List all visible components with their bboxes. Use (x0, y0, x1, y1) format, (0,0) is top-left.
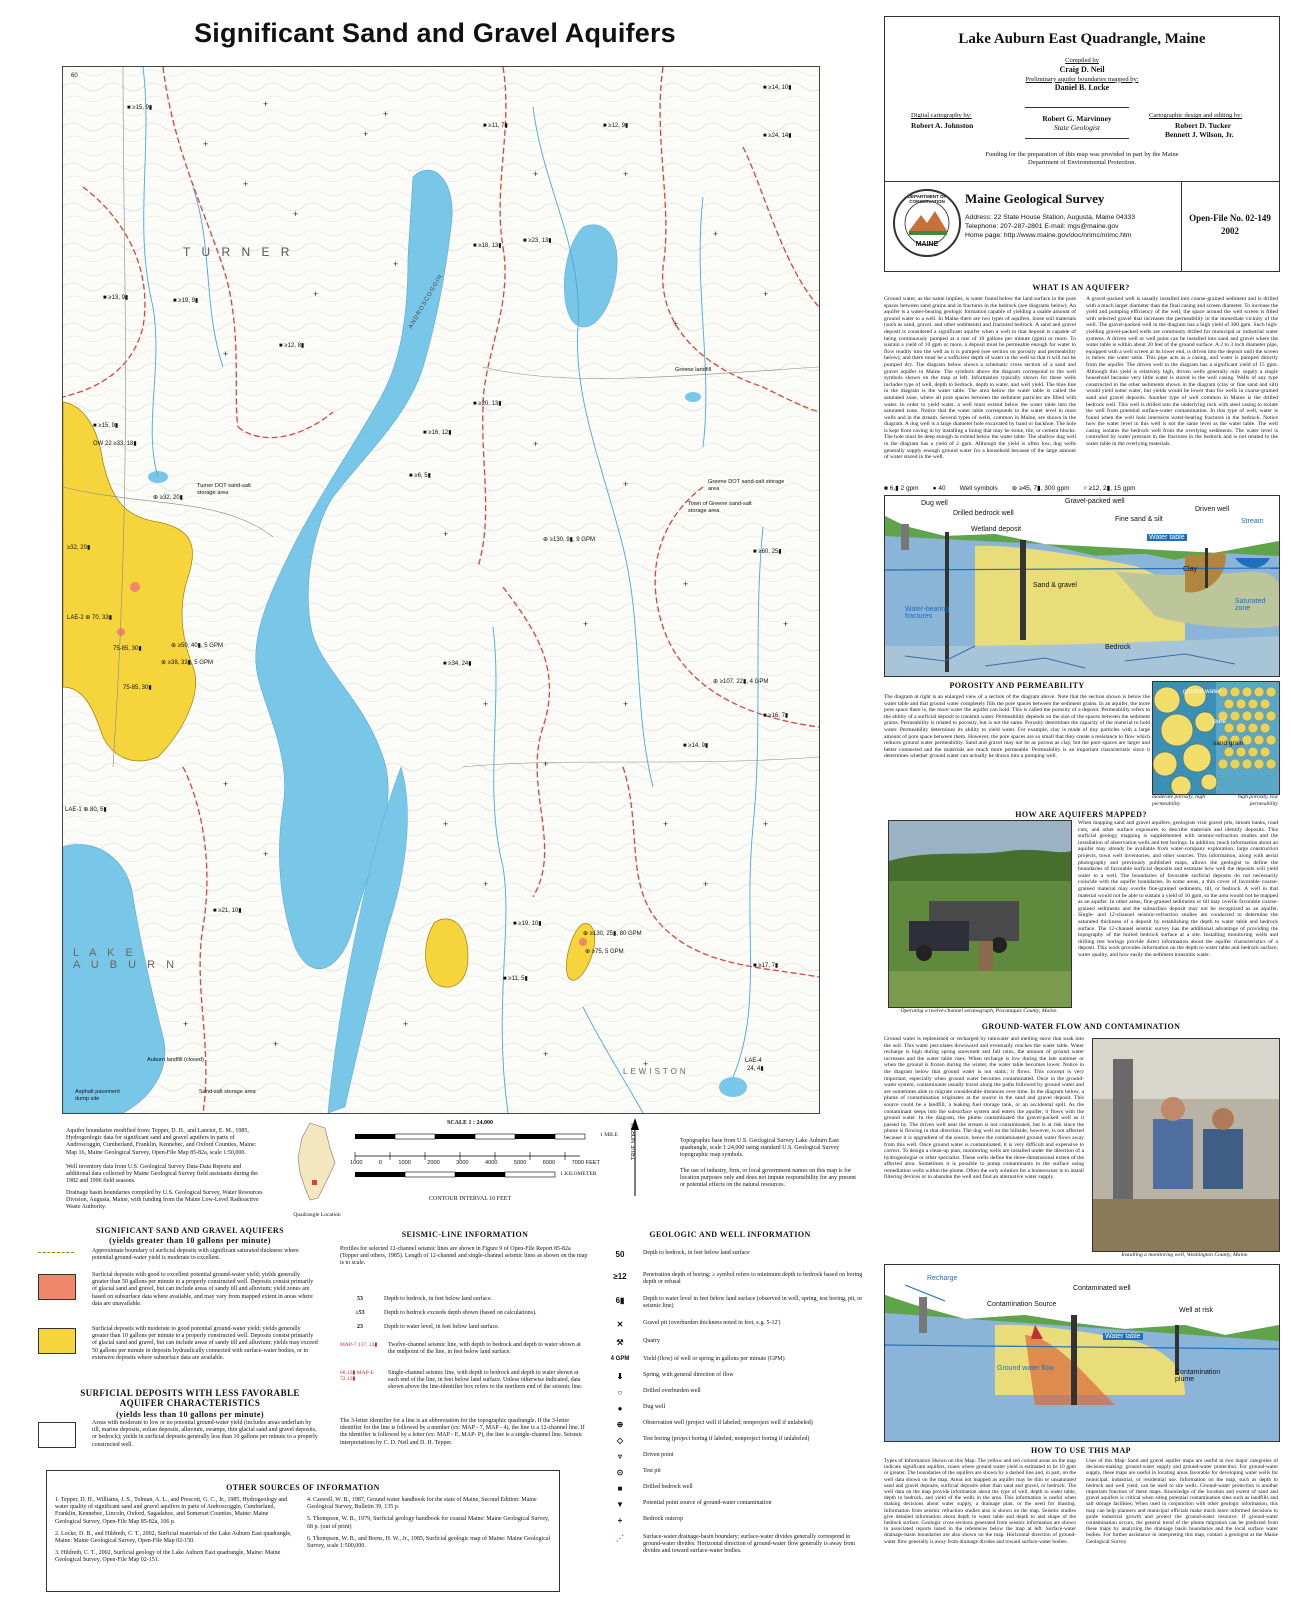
geo-symbol: ● (617, 1404, 623, 1413)
map-label-landfill: Greene landfill (675, 367, 712, 373)
diagram-label: Stream (1241, 518, 1264, 525)
svg-text:+: + (483, 879, 489, 889)
svg-text:75-85, 30▮: 75-85, 30▮ (123, 685, 152, 691)
svg-text:■ ≥60, 25▮: ■ ≥60, 25▮ (753, 549, 782, 555)
legend-swatch-white (38, 1422, 76, 1448)
map-label-sandsalt: Sand-salt storage area (199, 1089, 256, 1095)
svg-text:+: + (713, 229, 719, 239)
geo-symbol: ■ (617, 1484, 623, 1493)
diagram-label: Driven well (1195, 506, 1230, 513)
svg-text:+: + (683, 579, 689, 589)
legend-heading-1-sub: (yields greater than 10 gallons per minute) (109, 1236, 271, 1245)
geo-symbol: ▼ (616, 1500, 624, 1509)
aquifer-heading: WHAT IS AN AQUIFER? (1032, 283, 1130, 292)
diagram2-label: Recharge (927, 1275, 958, 1282)
map-label-town: Town of Greene sand-salt storage area (688, 501, 752, 514)
aquifer-map[interactable] (62, 66, 820, 1114)
well-symbol-item: ● 40 (932, 484, 946, 492)
reference-item: 5. Thompson, W. B., 1979, Surficial geology handbook for coastal Maine: Maine Geological Survey, 68 p. (out of print) (307, 1516, 550, 1530)
prelim-label: Preliminary aquifer boundaries mapped by: (1025, 75, 1139, 83)
svg-text:■ ≥12, 9▮: ■ ≥12, 9▮ (603, 123, 629, 129)
svg-text:■ ≥15, 9▮: ■ ≥15, 9▮ (127, 105, 153, 111)
svg-text:⊕ ≥32, 20▮: ⊕ ≥32, 20▮ (153, 495, 183, 501)
map-label-dot: Greene DOT sand-salt storage area (708, 479, 785, 492)
references-heading: OTHER SOURCES OF INFORMATION (226, 1483, 380, 1492)
small-pond (719, 1077, 747, 1097)
geo-text: Observation well (project well if labeled; nonproject well if unlabeled) (643, 1420, 813, 1426)
porosity-caption-left: moderate porosity, high permeability (1152, 794, 1206, 807)
diagram2-label: Contaminated well (1073, 1285, 1131, 1292)
legend-swatch-orange (38, 1274, 76, 1300)
survey-telephone: Telephone: 207-287-2801 E-mail: mgs@maine.gov (965, 223, 1119, 230)
geo-text: Test pit (643, 1468, 661, 1474)
geo-text: Potential point source of ground-water contamination (643, 1500, 772, 1506)
geo-text: Depth to bedrock, in feet below land surface (643, 1250, 750, 1256)
svg-text:LAE-4: LAE-4 (745, 1058, 762, 1064)
svg-text:⊕ ≥130, 9▮, 9 GPM: ⊕ ≥130, 9▮, 9 GPM (543, 537, 595, 543)
maine-seal-logo (893, 189, 961, 257)
svg-text:+: + (543, 759, 549, 769)
contour-interval: CONTOUR INTERVAL 10 FEET (428, 1196, 512, 1202)
geo-text: Gravel pit (overburden thickness noted in feet, e.g. 5-12') (643, 1320, 781, 1326)
svg-text:⊕ ≥75, 5 GPM: ⊕ ≥75, 5 GPM (585, 949, 624, 955)
legend-boundary-text: Approximate boundary of surficial deposits with significant saturated thickness where potential ground-water yield is moderate to excellent. (92, 1248, 299, 1262)
geo-symbol: ○ (617, 1388, 623, 1397)
feet-tick: 6000 (542, 1160, 556, 1166)
geo-symbol: ⬇ (616, 1372, 624, 1381)
svg-text:+: + (223, 779, 229, 789)
svg-text:+: + (783, 619, 789, 629)
geo-symbol: ◇ (616, 1436, 624, 1445)
design-name-2: Bennett J. Wilson, Jr. (1165, 130, 1234, 139)
seismic-footnote: The 3-letter identifier for a line is an abbreviation for the topographic quadrangle. If the 3-letter identifier for the line is followed by a number (ex: MAP - 7, MAP - 4), the line is a 12-channel line. If the identifier is followed by a letter (ex: MAP - E, MAP- P), the line is a single-channel line. Seismic interpretations by C. D. Neil and D. H. Tepper. (340, 1418, 585, 1446)
diagram2-label: Water table (1105, 1333, 1141, 1340)
svg-text:+: + (543, 1049, 549, 1059)
funding-note: Funding for the preparation of this map was provided in part by the Maine Department of Environmental Protection. (985, 151, 1179, 166)
seismic-heading: SEISMIC-LINE INFORMATION (401, 1230, 529, 1239)
svg-text:■ ≥18, 13▮: ■ ≥18, 13▮ (473, 243, 502, 249)
geo-text: Penetration depth of boring; ≥ symbol refers to minimum depth to bedrock based on boring depth or refusal (643, 1272, 863, 1285)
use-text-col1: Types of Information Shown on this Map: The yellow and red colored areas on the map indicate significant aquifers, zones where ground water yield is estimated to be 10 gpm or greater. The boundaries of the aquifers are shown by a dashed line and, in part, on the well data shown on the map. Areas not mapped as aquifer may be thin or unsaturated sand and gravel deposits, surficial deposits other than sand and gravel, or bedrock. The well data on the map provide information about the type of well, depth to water table, depth to bedrock, and yield of the wells in the area. This information is useful when making decisions about water supply, a drainage plan, or the need for blasting. Information from seismic refraction studies also is shown on the map. Seismic studies give detailed information about depth to water table and depth to and shape of the bedrock surface. Geologic cross sections generated from seismic information are shown in associated reports listed in the references below the map at left. Surface-water drainage-basin boundaries are also shown on the map. Horizontal direction of ground-water flow generally is away from drainage divides and toward surface-water bodies. (884, 1458, 1076, 1545)
map-label-turner: T U R N E R (183, 245, 294, 259)
photo-svg (1093, 1039, 1279, 1251)
survey-contacts (965, 213, 1135, 240)
svg-text:■ ≥19, 10▮: ■ ≥19, 10▮ (513, 921, 542, 927)
diagram-label: Drilled bedrock well (953, 510, 1014, 517)
well-symbol-item: ▿ ≥12, 2▮, 15 gpm (1083, 485, 1136, 492)
geo-symbol: ⚒ (616, 1338, 624, 1347)
aquifer-yellow-south (426, 919, 468, 987)
survey-name: Maine Geological Survey (965, 191, 1105, 206)
svg-text:+: + (313, 289, 319, 299)
compiled-label: Compiled by (1065, 57, 1099, 64)
legend-swatch-yellow (38, 1328, 76, 1354)
svg-text:■ ≥23, 13▮: ■ ≥23, 13▮ (523, 238, 552, 244)
svg-text:+: + (623, 699, 629, 709)
geo-symbol: + (617, 1516, 623, 1525)
svg-text:+: + (623, 169, 629, 179)
map-label-asphalt: Asphalt pavement dump site (75, 1089, 120, 1102)
disclaimer-note: The use of industry, firm, or local government names on this map is for location purposes only and does not impute responsibility for any present or potential effects on the natural resources. (680, 1168, 856, 1189)
design-name: Robert D. Tucker (1175, 121, 1232, 130)
svg-text:+: + (443, 819, 449, 829)
state-geologist-block (1025, 107, 1129, 139)
panel-divider (885, 181, 1279, 182)
svg-text:+: + (393, 259, 399, 269)
svg-text:+: + (643, 1059, 649, 1069)
diagram2-label: Well at risk (1179, 1307, 1214, 1314)
geo-symbol: ▿ (617, 1452, 622, 1461)
design-label: Cartographic design and editing by: (1149, 112, 1243, 119)
references-box (46, 1470, 560, 1592)
svg-text:+: + (533, 169, 539, 179)
porosity-heading: POROSITY AND PERMEABILITY (949, 681, 1085, 690)
feet-tick: 7000 FEET (571, 1160, 600, 1166)
references-right (307, 1497, 551, 1550)
reference-item: 1. Tepper, D. H., Williams, J. S., Tolman, A. L., and Prescott, G. C., Jr., 1985, Hydrogeology and water quality of significant sand and gravel aquifers in parts of Androscoggin, Cumberland, Franklin, Kennebec, Lincoln, Oxford, Sagadahoc, and Somerset Counties, Maine: Maine Geological Survey, Open-File Map 85-82a, 106 p. (55, 1497, 288, 1525)
svg-text:+: + (293, 209, 299, 219)
svg-text:⊕ ≥38, 33▮, 5 GPM: ⊕ ≥38, 33▮, 5 GPM (161, 660, 213, 666)
svg-text:+: + (763, 819, 769, 829)
svg-text:+: + (623, 479, 629, 489)
geo-text: Test boring (project boring if labeled; nonproject boring if unlabeled) (643, 1436, 810, 1442)
seismic-text: Twelve-channel seismic line, with depth to bedrock and depth to water shown at the midpoint of the line, in feet below land surface. (388, 1342, 581, 1355)
well-symbol-item: ⊕ ≥45, 7▮, 300 gpm (1011, 485, 1070, 492)
svg-text:24, 4▮: 24, 4▮ (747, 1066, 764, 1072)
monitoring-well-photo (1092, 1038, 1280, 1252)
svg-text:+: + (443, 529, 449, 539)
aquifer-text-col2: A gravel-packed well is usually installed into coarse-grained sediment and is drilled with a much larger diameter than the final casing and screen diameter. To increase the yield and pumping efficiency of the well, the space around the well screen is filled with selected gravel that increases the permeability in the immediate vicinity of the well. The gravel-packed well in the diagram has a high yield of 300 gpm. Such high-yielding gravel-packed wells are commonly drilled for municipal or industrial water systems. A driven well or well point can be installed into sand and gravel where the water table is within about 20 feet of the ground surface. A 2 to 3 inch diameter pipe, equipped with a well screen at its lower end, is driven into the deposit until the screen is below the water table. This pipe acts as a casing, and water is pumped directly from the aquifer. The driven well in the diagram has a significant yield of 15 gpm. Although this yield is relatively high, driven wells generally only supply a single household because very little water is stored in the well casing. Wells of any type constructed in the other sediments shown in the diagram (clay or fine sand and silt) would yield some water, but yields would be lower than for wells in coarse-grained sand and gravel deposits. Another type of well common in Maine is the drilled bedrock well. This well is drilled into the underlying rock with steel casing to isolate the well from potential surface-water contamination. In this type of well, water is found when the well hole intersects water-bearing fractures in the bedrock. Notice how the water level in this well is not the same level as the water table. The well casing isolates the bedrock well from the overlying sediments. The water level is controlled by water pressure in the fractures in the bedrock and is not related to the water table in the overlying materials. (1086, 296, 1278, 448)
porosity-caption-right: high porosity, low permeability (1237, 794, 1278, 807)
mapped-text: When mapping sand and gravel aquifers, geologists visit gravel pits, stream banks, road cuts, and other surface exposures to describe materials and identify deposits. This surficial geology mapping is supplemented with seismic-refraction studies and the installation of observation wells and test borings. In addition, much information about an aquifer may already be available from water-company exploration, large construction projects, town well inventories, and other sources. This information, along with aerial photography and previously published maps, allows the geologist to define the boundaries of favorable surficial deposits and estimate how well the deposits will yield water to a well. The boundaries of favorable surficial deposits do not necessarily coincide with the aquifer boundaries. In some areas, a thin cover of favorable coarse-grained material may overlie fine-grained sediments, till, or bedrock. A well in that material would not be able to sustain a yield of 10 gpm, so the area would not be mapped as an aquifer. In other areas, fine-grained sediments or till may overlie favorable coarse-grained sediments and the subsurface deposit may not be recognized as an aquifer. Single- and 12-channel seismic-refraction studies are conducted to determine the saturated thickness of a deposit by establishing the depth to water table and bedrock surface. The 12-channel seismic survey has the additional advantage of providing the topography of the buried bedrock surface at a site. Installing monitoring wells and drilling test borings provide direct information about the aquifer characteristics of a deposit. This work provides information on the depth to water table and bedrock surface, water quality, and how easily the sediment transmits water. (1078, 820, 1278, 958)
references-left (55, 1497, 295, 1565)
svg-text:■ ≥24, 14▮: ■ ≥24, 14▮ (763, 133, 792, 139)
geo-text: Driven point (643, 1452, 674, 1458)
seismograph-caption: Operating a twelve-channel seismograph, Piscataquis County, Maine. (900, 1008, 1058, 1014)
svg-text:+: + (363, 129, 369, 139)
diagram-label: Wetland deposit (971, 526, 1022, 533)
geo-text: Spring, with general direction of flow (643, 1372, 734, 1378)
svg-text:+: + (763, 289, 769, 299)
diagram-label: Saturated zone (1235, 598, 1266, 612)
pore-grains-svg (1153, 682, 1279, 794)
well-inventory-note: Well inventory data from U.S. Geological Survey Data-Data Reports and additional data collected by Maine Geological Survey field assistants during the 1982 and 1996 field seasons. (66, 1164, 258, 1185)
svg-text:+: + (183, 1019, 189, 1029)
svg-text:■ ≥14, 9▮: ■ ≥14, 9▮ (683, 743, 709, 749)
seismograph-photo (888, 820, 1072, 1008)
prelim-mapper: Daniel B. Locke (1054, 82, 1110, 92)
geo-symbol: ✕ (616, 1320, 624, 1329)
drainage-note: Drainage basin boundaries compiled by U.S. Geological Survey, Water Resources Division, Augusta, Maine, with funding from the Maine Low-Level Radioactive Waste Authority. (66, 1190, 263, 1211)
geo-text: Depth to water level in feet below land surface (observed in well, spring, test boring, pit, or seismic line) (643, 1296, 863, 1309)
diagram2-label: Ground water flow (997, 1365, 1054, 1372)
svg-text:+: + (263, 99, 269, 109)
feet-tick: 5000 (513, 1160, 527, 1166)
geologist-title: State Geologist (1053, 123, 1101, 132)
survey-homepage[interactable]: Home page: http://www.maine.gov/doc/nrimc/nrimc.htm (965, 232, 1132, 239)
quad-location-label: Quadrangle Location (293, 1212, 341, 1218)
diagram2-label: Contamination plume (1175, 1369, 1221, 1383)
map-label-lake-auburn: L A K E A U B U R N (73, 947, 179, 971)
flow-text: Ground water is replenished or recharged by rainwater and melting snow that soak into the soil. This water percolates downward and eventually reaches the water table. Water recharge is high during spring snowmelt and fall rains, the amount of ground water increases and the water table rises. When recharge is low during the late summer or when the ground is frozen during the winter, the water table becomes lower. Notice in the diagram below that ground water is not static; it flows. This concept is very important, especially when ground water becomes contaminated. Once in the ground-water system, contaminants usually travel along the paths followed by ground water and are sometimes able to migrate considerable distances over time. In the diagram below, a plume of contamination originates at the source in the sand and gravel deposit. This source could be a landfill, a leaking fuel storage tank, or an accidental spill. As the contaminant seeps into the subsurface system and enters the aquifer, it flows with the ground water. In the diagram, the plume contaminated the gravel-packed well as it passed by. The driven well near the stream is not contaminated, but is at risk since the plume is flowing in that direction. The dug well on the hillside, however, is not affected because it is upgradient of the source, hence the contaminated ground water flows away from this well. Once ground water is contaminated, it is very difficult and expensive to correct. To design a clean-up plan, monitoring wells are installed under the direction of a hydrogeologist or other specialist. These wells define the three-dimensional extent of the affected area. Sometimes it is possible to pump contaminants to the surface using remediation wells within the plume. Often the only solution for a homeowner is to install filtering devices or to abandon the well and find an alternative water supply. (884, 1036, 1084, 1181)
geo-text: Surface-water drainage-basin boundary; surface-water divides generally correspond to ground-water divides. Horizontal direction of ground-water flow generally is away from divides and toward surface-water bodies. (643, 1534, 856, 1554)
page-title: Significant Sand and Gravel Aquifers (194, 18, 676, 48)
diagram-label: Fine sand & silt (1115, 516, 1163, 523)
seal-top-text: DEPARTMENT OF CONSERVATION (907, 194, 947, 204)
svg-text:60: 60 (71, 73, 78, 79)
svg-text:+: + (703, 879, 709, 889)
seismic-symbol: ≥53 (355, 1310, 365, 1316)
feet-tick: 3000 (456, 1160, 469, 1166)
svg-text:■ ≥16, 12▮: ■ ≥16, 12▮ (423, 430, 452, 436)
map-label-auburn-landfill: Auburn landfill (closed) (147, 1057, 204, 1063)
svg-text:≥32, 20▮: ≥32, 20▮ (67, 545, 91, 551)
svg-text:■ ≥34, 24▮: ■ ≥34, 24▮ (443, 661, 472, 667)
feet-tick: 0 (378, 1160, 382, 1166)
porosity-label: sand grain (1213, 740, 1244, 747)
photo-svg (889, 821, 1071, 1007)
feet-tick: 2000 (427, 1160, 440, 1166)
open-file-year: 2002 (1221, 226, 1239, 236)
aquifer-orange (130, 582, 140, 592)
scale-feet-ticks (350, 1160, 600, 1167)
feet-tick: 4000 (485, 1160, 498, 1166)
map-label-river: ANDROSCOGGIN (408, 273, 445, 330)
geo-text: Quarry (643, 1338, 660, 1344)
quadrangle-info-panel (884, 16, 1280, 272)
porosity-diagram (1152, 681, 1280, 795)
geo-text: Drilled bedrock well (643, 1484, 693, 1490)
legend-white-text: Areas with moderate to low or no potential ground-water yield (includes areas underlain by till, marine deposits, eolian deposits, alluvium, swamps, thin glacial sand and gravel deposits, or bedrock); yields in surficial deposits generally less than 10 gallons per minute to a properly constructed well. (92, 1420, 318, 1448)
true-north-label: TRUE NORTH (631, 1123, 637, 1160)
geologic-heading: GEOLOGIC AND WELL INFORMATION (649, 1230, 811, 1239)
svg-text:⊕ ≥50, 40▮, 5 GPM: ⊕ ≥50, 40▮, 5 GPM (171, 643, 223, 649)
map-label-turner-dot: Turner DOT sand-salt storage area (197, 483, 251, 496)
map-label-lewiston: LEWISTON (623, 1067, 689, 1076)
legend-heading-2: SURFICIAL DEPOSITS WITH LESS FAVORABLE AQUIFER CHARACTERISTICS (80, 1388, 300, 1408)
well-symbol-item: ■ 6,▮ 2 gpm (884, 485, 919, 492)
monitoring-caption: Installing a monitoring well, Washington County, Maine. (1121, 1252, 1249, 1258)
reference-item: 2. Locke, D. B., and Hildreth, C. T., 2002, Surficial materials of the Lake Auburn East quadrangle, Maine: Maine Geological Survey, Open-File Map 02-150. (55, 1530, 292, 1545)
seismic-text: Depth to water level, in feet below land surface. (384, 1324, 500, 1330)
svg-text:■ ≥11, 5▮: ■ ≥11, 5▮ (503, 976, 528, 982)
svg-text:+: + (273, 1039, 279, 1049)
svg-text:■ ≥20, 13▮: ■ ≥20, 13▮ (473, 401, 502, 407)
scale-label: SCALE 1 : 24,000 (446, 1120, 493, 1126)
diagram-label: Bedrock (1105, 644, 1131, 651)
contamination-diagram (884, 1264, 1280, 1442)
survey-address: Address: 22 State House Station, Augusta, Maine 04333 (965, 214, 1136, 221)
use-text-col2: Uses of this Map: Sand and gravel aquifer maps are useful in two major categories of decision-making: ground-water supply and ground-water protection. For ground-water supply, these maps are useful in locating areas favorable for developing water wells for municipal, industrial, or residential use. Information on the map, such as depth to bedrock and well yield, can be used to site wells. Ground-water protection is another important function of these maps. Knowledge of the location and extent of sand and gravel aquifers is critical when siting potential contamination sites such as landfills and salt storage facilities. When used in conjunction with other geologic information, this map can help planners and municipal officials make much more informed decisions to guide industrial growth and protect the ground-water resource. If ground-water contamination occurs, the general trend of the plume migration can be predicted from these maps by analyzing the drainage basin boundaries and the local surface water bodies. For further assistance in interpreting this map, contact a geologist at the Maine Geological Survey. (1086, 1458, 1278, 1545)
feet-tick: 1000 (350, 1160, 363, 1166)
svg-text:+: + (263, 849, 269, 859)
svg-text:■ ≥15, 9▮: ■ ≥15, 9▮ (93, 423, 119, 429)
svg-text:■ ≥6, 5▮: ■ ≥6, 5▮ (409, 473, 431, 479)
svg-text:■ ≥11, 7▮: ■ ≥11, 7▮ (483, 123, 508, 129)
well-symbols-strip (884, 483, 1278, 493)
diagram-label: Water-bearing fractures (905, 606, 950, 620)
geologist-name: Robert G. Marvinney (1042, 114, 1112, 123)
geo-symbol: ⋰ (616, 1534, 624, 1543)
use-heading: HOW TO USE THIS MAP (1031, 1446, 1131, 1455)
svg-text:+: + (403, 1019, 409, 1029)
porosity-label: ground water (1183, 688, 1221, 695)
svg-text:+: + (223, 349, 229, 359)
svg-text:■ ≥13, 9▮: ■ ≥13, 9▮ (103, 295, 129, 301)
svg-text:■ ≥14, 10▮: ■ ≥14, 10▮ (763, 85, 792, 91)
compiler-name: Craig D. Neil (1059, 64, 1105, 74)
reference-item: 6. Thompson, W. B., and Borns, H. W., Jr., 1985, Surficial geologic map of Maine: Maine Geological Survey, scale 1:500,000. (307, 1535, 551, 1550)
quadrangle-name: Lake Auburn East Quadrangle, Maine (958, 31, 1206, 47)
seismic-intro: Profiles for selected 12-channel seismic lines are shown in Figure 9 of Open-File Report 85-82a (Tepper and others, 1985). Length of 12-channel and single-channel seismic lines as shown on the map is to scale. (340, 1246, 588, 1267)
svg-text:OW 22 ≥33, 18▮: OW 22 ≥33, 18▮ (93, 441, 137, 447)
svg-text:+: + (663, 819, 669, 829)
quad-location-map (290, 1118, 340, 1208)
seismic-symbol: MAP-7 137, 23▮ (340, 1342, 378, 1348)
geo-symbol: ⊕ (616, 1420, 624, 1429)
seismic-symbols (340, 1296, 590, 1426)
svg-text:+: + (203, 139, 209, 149)
svg-text:⊕ ≥107, 22▮, 4 GPM: ⊕ ≥107, 22▮, 4 GPM (713, 679, 769, 685)
legend-yellow-text: Surficial deposits with moderate to good potential ground-water yield; yields generally greater than 10 gallons per minute to a properly constructed well. Deposits consist primarily of glacial sand and gravel, but can include areas of sandy till and alluvium; yields may exceed 50 gallons per minute in deposits hydraulically connected with surface-water bodies, or in extensive deposits where subsurface data are available. (92, 1326, 318, 1361)
scale-km: 1 KILOMETER (560, 1171, 597, 1177)
seismic-text: Depth to bedrock, in feet below land surface. (384, 1296, 493, 1302)
open-file-number: Open-File No. 02-149 (1189, 213, 1271, 223)
topo-base-note: Topographic base from U.S. Geological Survey Lake Auburn East quadrangle, scale 1:24,000 using standard U.S. Geological Survey topographic map symbols. (680, 1138, 840, 1159)
reference-item: 4. Caswell, W. B., 1987, Ground water handbook for the state of Maine, Second Edition: Maine Geological Survey, Bulletin 39, 135 p. (307, 1497, 537, 1511)
mapped-heading: HOW ARE AQUIFERS MAPPED? (1015, 810, 1147, 819)
small-pond (685, 392, 701, 402)
seismic-text: Single-channel seismic line, with depth to bedrock and depth to water shown at each end of the line, in feet below land surface. Unless otherwise indicated, data shown above the line-identifier box refers to the northern end of the seismic line. (388, 1370, 583, 1390)
aquifer-cross-section-diagram (884, 495, 1280, 677)
flow-heading: GROUND-WATER FLOW AND CONTAMINATION (981, 1022, 1181, 1031)
geo-text: Dug well (643, 1404, 666, 1410)
diagram-label: Gravel-packed well (1065, 498, 1125, 505)
svg-text:+: + (583, 619, 589, 629)
diagram-label: Water table (1149, 534, 1185, 541)
legend-heading-2-sub: (yields less than 10 gallons per minute) (116, 1410, 264, 1419)
map-sources-note: Aquifer boundaries modified from: Tepper, D. H., and Lanctot, E. M., 1985, Hydrogeologic data for significant sand and gravel aquifers in parts of Androscoggin, Cumberland, Franklin, Kennebec, and Oxford Counties, Maine: Map 16, Maine Geological Survey, Open-File Map 85-82a, scale 1:50,000. (66, 1128, 257, 1156)
seismic-symbol: 68,12▮ MAP-E 72,12▮ (340, 1370, 374, 1382)
digital-name: Robert A. Johnston (911, 121, 974, 130)
svg-text:+: + (243, 179, 249, 189)
geo-symbol: 4 GPM (610, 1356, 630, 1362)
geo-text: Bedrock outcrop (643, 1516, 684, 1522)
diagram2-label: Contamination Source (987, 1301, 1057, 1308)
seismic-symbol: 53 (357, 1296, 363, 1302)
geo-text: Yield (flow) of well or spring in gallons per minute (GPM) (643, 1356, 785, 1362)
svg-text:■ ≥16, 7▮: ■ ≥16, 7▮ (763, 713, 789, 719)
geo-symbol: 6▮ (615, 1296, 625, 1305)
aquifer-orange (579, 938, 587, 946)
seismic-text: Depth to bedrock exceeds depth shown (based on calculations). (384, 1310, 537, 1316)
geo-symbol: ⊙ (616, 1468, 624, 1477)
svg-text:LAE-1 ⊕ 80, 5▮: LAE-1 ⊕ 80, 5▮ (65, 807, 107, 813)
svg-text:+: + (533, 439, 539, 449)
diagram-label: Dug well (921, 500, 948, 507)
geo-text: Drilled overburden well (643, 1388, 701, 1394)
reference-item: 3. Hildreth, C. T., 2002, Surficial geology of the Lake Auburn East quadrangle, Maine: Maine Geological Survey, Open-File Map 02-151. (55, 1550, 281, 1564)
legend-boundary-line (38, 1252, 74, 1253)
cross-section-svg (885, 496, 1279, 676)
porosity-text: The diagram at right is an enlarged view of a section of the diagram above. Note that the section shown is below the water table and that ground water completely fills the pore spaces between the sediment grains. In an aquifer, the more pore space there is, the more water the aquifer can hold. This is called the porosity of a deposit. Permeability refers to the ability of a surficial deposit to transmit water. Permeability depends on the size of the spaces between the sediment grains. Permeability is related to porosity, but is not the same. Porosity determines the capacity of the material to hold water. Permeability determines its ability to yield water. For example, clay is made of tiny particles with a large amount of pore space between them. However, the pore spaces are so small that they create a resistance to flow which reduces ground water permeability. Sand and gravel may not be as porous as clay, but the pore spaces are larger and better connected and the materials are much more permeable. Permeability is an important characteristic since it determines whether ground water can actually be drawn into a pumping well. (884, 694, 1150, 760)
diagram-label: Sand & gravel (1033, 582, 1077, 589)
legend-heading-1: SIGNIFICANT SAND AND GRAVEL AQUIFERS (96, 1226, 284, 1235)
legend-orange-text: Surficial deposits with good to excellent potential ground-water yield; yields generally greater than 50 gallons per minute to a properly constructed well. Deposits consist primarily of glacial sand and gravel, but can include areas of sandy till and alluvium; yield zones are based on subsurface data where available, and may vary from mapped extent in areas where data are unavailable. (92, 1272, 314, 1307)
geo-symbol: ≥12 (613, 1272, 627, 1281)
geo-symbol: 50 (615, 1250, 625, 1259)
seal-bottom-text: MAINE (915, 241, 939, 248)
digital-label: Digital cartography by: (911, 112, 972, 119)
seismic-symbol: 23 (357, 1324, 363, 1330)
svg-text:■ ≥19, 9▮: ■ ≥19, 9▮ (173, 298, 199, 304)
aquifer-orange (117, 628, 125, 636)
svg-text:+: + (383, 109, 389, 119)
svg-text:■ ≥12, 8▮: ■ ≥12, 8▮ (279, 343, 305, 349)
svg-text:■ ≥17, 7▮: ■ ≥17, 7▮ (753, 963, 779, 969)
well-symbols-label: Well symbols (959, 484, 998, 492)
svg-text:+: + (483, 699, 489, 709)
svg-text:⊕ ≥130, 25▮, 80 GPM: ⊕ ≥130, 25▮, 80 GPM (583, 931, 642, 937)
aquifer-text-col1: Ground water, as the name implies, is water found below the land surface in the pore spaces between sand grains and in fractures in the bedrock (see diagrams below). An aquifer is a water-bearing geologic formation capable of yielding a usable amount of ground water to a well. In Maine there are two types of aquifers, loose soil materials (such as sand, gravel, and other sediments) and fractured bedrock. A sand and gravel deposit is considered a significant aquifer when a well in that deposit is capable of being continuously pumped at a rate of 10 gallons per minute (gpm) or more. To sustain a yield of 10 gpm or more, a deposit must be permeable enough for water to flow readily into the well as it is pumped (see section on porosity and permeability below), and there must be a sufficient depth of water in the well so that it will not be pumped dry. The diagram below shows a schematic cross section of a sand and gravel aquifer in Maine. The symbols above the diagram correspond to the well symbols shown on the map at left. Information typically shown for these wells includes type of well, depth to bedrock, depth to water, and well yield. The blue line in the diagram is the water table. The area below the water table is called the saturated zone, where all pore spaces between the sediment particles are filled with water. In order to yield water, a well must extend below the water table into the saturated zone. Notice that the water table corresponds to the water level in most wells and in the stream. Several types of wells, common in Maine, are shown in the diagram. A dug well is a large diameter hole excavated by hand or backhoe. The hole is kept from caving in by installing a lining that may be stone, tile, or cement blocks. The hole must be deep enough to extend below the water table. The shallow dug well in the diagram has a yield of 2 gpm. Although the yield is often low, dug wells generally supply enough ground water for a household because of the large amount of water stored in the well. (884, 296, 1076, 461)
svg-text:75-85, 30▮: 75-85, 30▮ (113, 646, 142, 652)
geologic-legend (605, 1250, 865, 1580)
scale-mile: 1 MILE (600, 1132, 618, 1138)
feet-tick: 1000 (398, 1160, 411, 1166)
svg-text:LAE-2 ⊕ 70, 33▮: LAE-2 ⊕ 70, 33▮ (67, 615, 113, 621)
diagram-label: Clay (1183, 566, 1198, 573)
svg-text:+: + (673, 319, 679, 329)
svg-text:■ ≥21, 10▮: ■ ≥21, 10▮ (213, 908, 242, 914)
porosity-label: pore (1213, 718, 1227, 725)
